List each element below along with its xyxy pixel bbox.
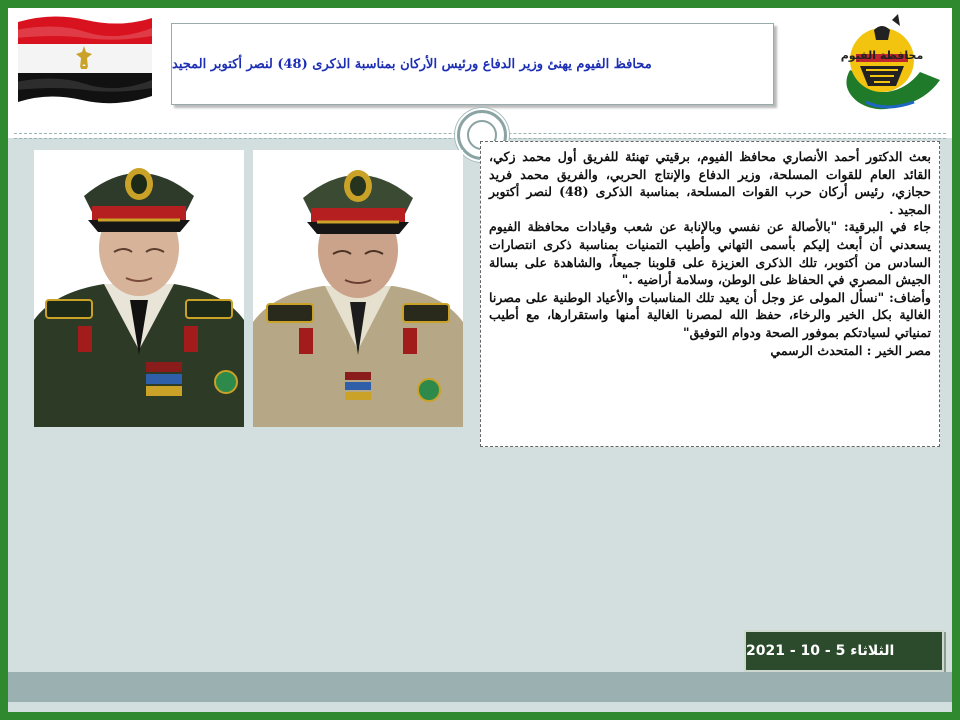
logo-text: محافظة الفيوم — [840, 49, 924, 62]
footer-band — [8, 672, 952, 702]
article-paragraph: بعث الدكتور أحمد الأنصاري محافظ الفيوم، برقيتي تهنئة للفريق أول محمد زكي، القائد العام للقوات المسلحة، وزير الدفاع والإنتاج الحربي، والفريق محمد فريد حجازي، رئيس أركان حرب القوات المسلحة، بمناسبة الذكرى (48) لنصر أكتوبر المجيد . — [489, 149, 931, 217]
article-source: مصر الخير : المتحدث الرسمي — [770, 342, 931, 358]
headline-title: محافظ الفيوم يهنئ وزير الدفاع ورئيس الأركان بمناسبة الذكرى (48) لنصر أكتوبر المجيد — [172, 56, 652, 72]
headline-box — [171, 23, 774, 105]
page — [8, 8, 952, 712]
egypt-flag-image — [16, 12, 152, 104]
article-text-box — [480, 141, 940, 447]
article-paragraph: وأضاف: "نسأل المولى عز وجل أن يعيد تلك المناسبات والأعياد الوطنية على مصرنا الغالية بكل الخير والرخاء، حفظ الله لمصرنا الغالية أمنها واستقرارها، مع أطيب تمنياتي لسيادتكم بموفور الصحة ودوام التوفيق" — [489, 289, 931, 340]
photo-defense-minister — [253, 150, 463, 427]
date-text: الثلاثاء 5 - 10 - 2021 — [746, 643, 895, 659]
photo-chief-of-staff — [34, 150, 244, 427]
date-box — [744, 630, 944, 672]
article-paragraph: جاء في البرقية: "بالأصالة عن نفسي وبالإنابة عن شعب وقيادات محافظة الفيوم يسعدني أن أبعث إليكم بأسمى التهاني وأطيب التمنيات بمناسبة ذكرى انتصارات السادس من أكتوبر، تلك الذكرى العزيزة على قلوبنا جميعاً، والشاهدة على بسالة الجيش المصري في الحفاظ على الوطن، وسلامة أراضيه ." — [489, 219, 931, 288]
governorate-logo — [836, 10, 944, 114]
